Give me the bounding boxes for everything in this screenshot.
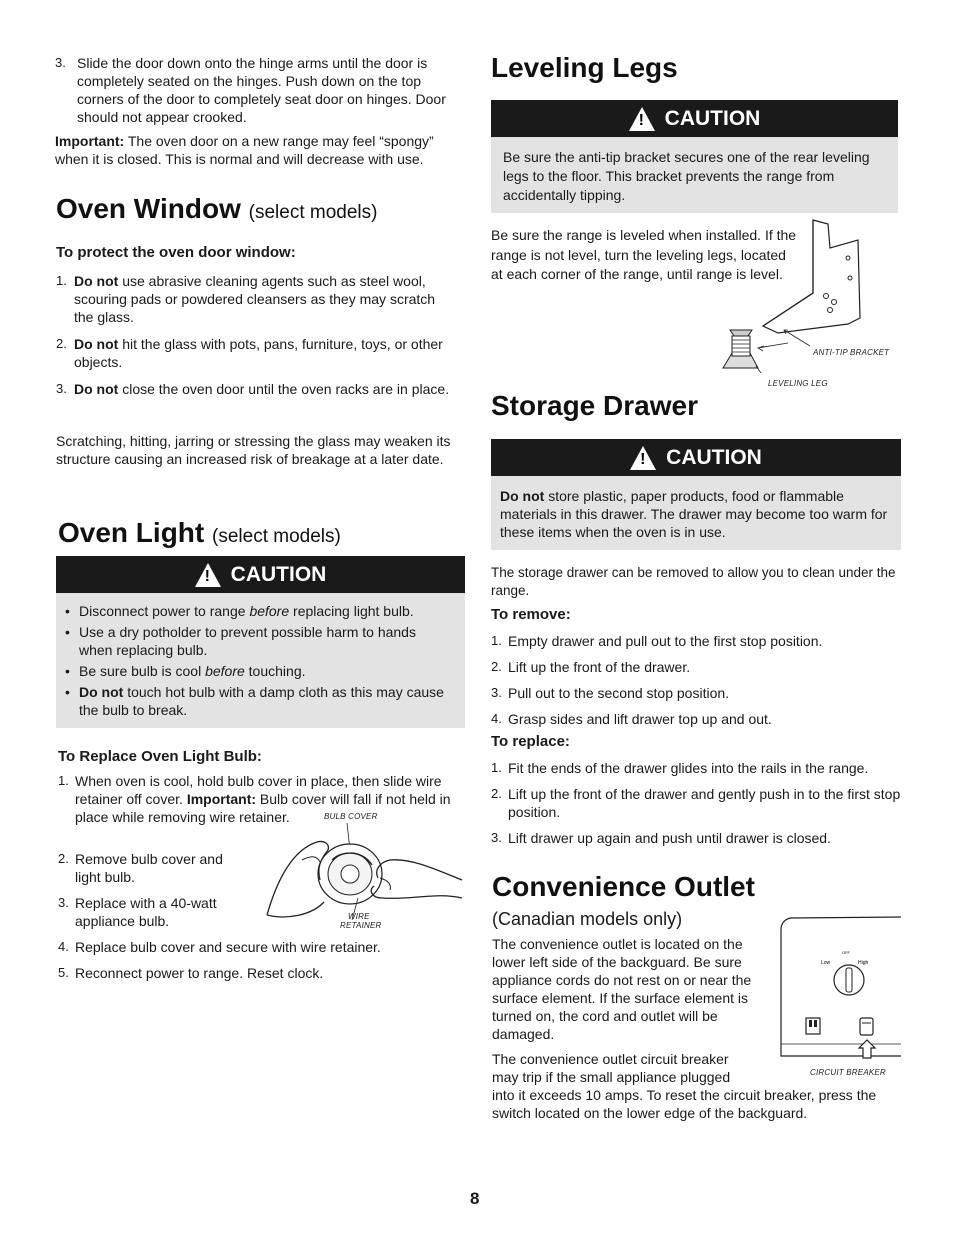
page-number: 8 [470,1189,480,1208]
caution-label: CAUTION [664,106,761,130]
bullet-bold: Do not [79,684,124,700]
step-text: Lift up the front of the drawer. [508,659,691,675]
bullet-em: before [249,603,290,619]
caution-bullet [56,683,453,719]
step-number: 3. [58,895,69,910]
warning-icon: ! [195,563,221,587]
rule-text: use abrasive cleaning agents such as steel wool, scouring pads or powdered cleansers as they may scratch the glass. [74,273,436,325]
oven-light-title-text: Oven Light [58,517,205,548]
oven-window-title-text: Oven Window [56,193,241,224]
bullet-pre: Disconnect power to range [79,603,250,619]
step-text: Lift drawer up again and push until drawer is closed. [508,830,831,846]
caution-bullet [56,662,453,680]
step-number: 2. [58,851,69,866]
leveling-legs-title: Leveling Legs [491,52,678,83]
outlet-paragraph-1: The convenience outlet is located on the lower left side of the backguard. Be sure appliance cords do not rest on or near the surface element. If the surface element is turned on, the cord and outlet will be damaged. [492,936,752,1042]
step-text: Slide the door down onto the hinge arms until the door is completely seated on the hinges. Push down on the top corners of the door to completely seat door on hinges. Door should not appear crooked. [77,55,446,125]
step-item [491,710,901,728]
outlet-paragraph-2a: The convenience outlet circuit breaker may trip if the small appliance plugged [492,1051,731,1085]
step-text: Fit the ends of the drawer glides into the rails in the range. [508,760,869,776]
step-number: 3. [55,55,66,70]
step-text: Remove bulb cover and light bulb. [75,851,223,885]
step-number: 3. [491,685,502,700]
circuit-breaker-caption: CIRCUIT BREAKER [810,1068,886,1077]
warning-icon: ! [630,446,656,470]
rule-bold: Do not [74,381,119,397]
storage-caution-header [491,439,901,476]
step-text: Reconnect power to range. Reset clock. [75,965,324,981]
backguard-figure [779,916,901,1082]
replace-subhead: To replace: [491,733,570,750]
step-item [491,785,903,821]
step-text-2: Bulb cover will fall if not held in place while removing wire retainer. [75,791,451,825]
rule-bold: Do not [74,273,119,289]
protect-window-list [56,272,456,407]
step-number: 2. [56,336,67,351]
step-number: 4. [491,711,502,726]
step-number: 4. [58,939,69,954]
leveling-text: Be sure the range is leveled when installed. If the range is not level, turn the leveling legs, located at each corner of the range, until range is level. [491,227,797,282]
leveling-caution-body [491,137,898,213]
step-text: Replace bulb cover and secure with wire retainer. [75,939,381,955]
anti-tip-figure [718,218,903,393]
step-number: 5. [58,965,69,980]
step-number: 3. [56,381,67,396]
bulb-cover-caption: BULB COVER [324,812,378,821]
step-number: 3. [491,830,502,845]
scratch-note: Scratching, hitting, jarring or stressing the glass may weaken its structure causing an increased risk of breakage at a later date. [56,433,451,467]
caution-label: CAUTION [666,445,762,469]
wire-caption: WIRE [348,912,370,921]
knob-low-label: Low [821,960,831,966]
window-rule-item [56,272,456,326]
leveling-caution-text: Be sure the anti-tip bracket secures one of the rear leveling legs to the floor. This bracket prevents the range from accidentally tipping. [503,149,870,203]
rule-text: hit the glass with pots, pans, furniture, toys, or other objects. [74,336,443,370]
retainer-caption: RETAINER [340,921,382,930]
step-item [491,759,903,777]
step-text: Pull out to the second stop position. [508,685,730,701]
caution-bullet [56,623,453,659]
backguard-illustration [779,916,901,1064]
storage-caution-text [500,487,891,541]
important-text: The oven door on a new range may feel “spongy” when it is closed. This is normal and will decrease with use. [55,133,434,167]
replace-bulb-step-2 [58,850,248,886]
step-number: 2. [491,786,502,801]
oven-window-title [56,193,377,225]
step-item [491,829,903,847]
bulb-figure [262,812,464,932]
outlet-paragraph-2b: into it exceeds 10 amps. To reset the circuit breaker, press the switch located on the lower edge of the backguard. [492,1087,877,1121]
bullet-post: touching. [244,663,306,679]
storage-intro: The storage drawer can be removed to allow you to clean under the range. [491,565,896,598]
step-item [491,632,901,650]
storage-caution-body [491,476,901,550]
window-rule-item [56,335,456,371]
protect-window-subhead: To protect the oven door window: [56,244,296,261]
caution-label: CAUTION [230,562,327,586]
replace-bulb-subhead: To Replace Oven Light Bulb: [58,748,262,765]
oven-light-caution-header [56,556,465,593]
step-text: Grasp sides and lift drawer top up and out. [508,711,772,727]
outlet-subtitle: (Canadian models only) [492,909,683,929]
step-number: 1. [491,633,502,648]
storage-caution-rest: store plastic, paper products, food or flammable materials in this drawer. The drawer may become too warm for these items when the oven is in use. [500,488,888,540]
step-number: 1. [58,773,69,788]
leveling-caution-header [491,100,898,137]
step-item [491,658,901,676]
step-number: 1. [56,273,67,288]
bullet-post: replacing light bulb. [289,603,414,619]
replace-steps [491,759,903,855]
step-text: Empty drawer and pull out to the first stop position. [508,633,823,649]
step-text: When oven is cool, hold bulb cover in place, then slide wire retainer off cover. [75,773,442,807]
important-note [55,132,465,168]
caution-bullet [56,602,453,620]
step-number: 1. [491,760,502,775]
oven-window-subtitle: (select models) [248,202,378,223]
step-text: Lift up the front of the drawer and gently push in to the first stop position. [508,786,901,820]
replace-bulb-step-4 [58,938,458,956]
step-important: Important: [186,791,257,807]
bullet-post: touch hot bulb with a damp cloth as this may cause the bulb to break. [79,684,444,718]
step-text: Replace with a 40-watt appliance bulb. [75,895,217,929]
step-number: 2. [491,659,502,674]
storage-caution-bold: Do not [500,488,545,504]
anti-tip-caption: ANTI-TIP BRACKET [813,348,890,357]
leveling-leg-caption: LEVELING LEG [768,379,828,388]
remove-subhead: To remove: [491,606,571,623]
bullet-pre: Be sure bulb is cool [79,663,206,679]
knob-off-label: OFF [842,950,850,955]
rule-text: close the oven door until the oven racks are in place. [118,381,450,397]
door-step-3 [55,54,465,126]
bullet-pre: Use a dry potholder to prevent possible harm to hands when replacing bulb. [79,624,416,658]
step-item [491,684,901,702]
oven-light-caution-body [56,593,465,728]
storage-drawer-title: Storage Drawer [491,390,698,421]
important-label: Important: [55,133,125,149]
oven-light-title [58,517,341,549]
convenience-outlet-title: Convenience Outlet [492,871,755,902]
remove-steps [491,632,901,736]
rule-bold: Do not [74,336,119,352]
replace-bulb-step-3 [58,894,248,930]
warning-icon: ! [629,107,655,131]
bullet-em: before [205,663,245,679]
knob-high-label: High [858,960,869,966]
window-rule-item [56,380,456,398]
oven-light-subtitle: (select models) [212,526,341,547]
replace-bulb-step-5 [58,964,458,982]
